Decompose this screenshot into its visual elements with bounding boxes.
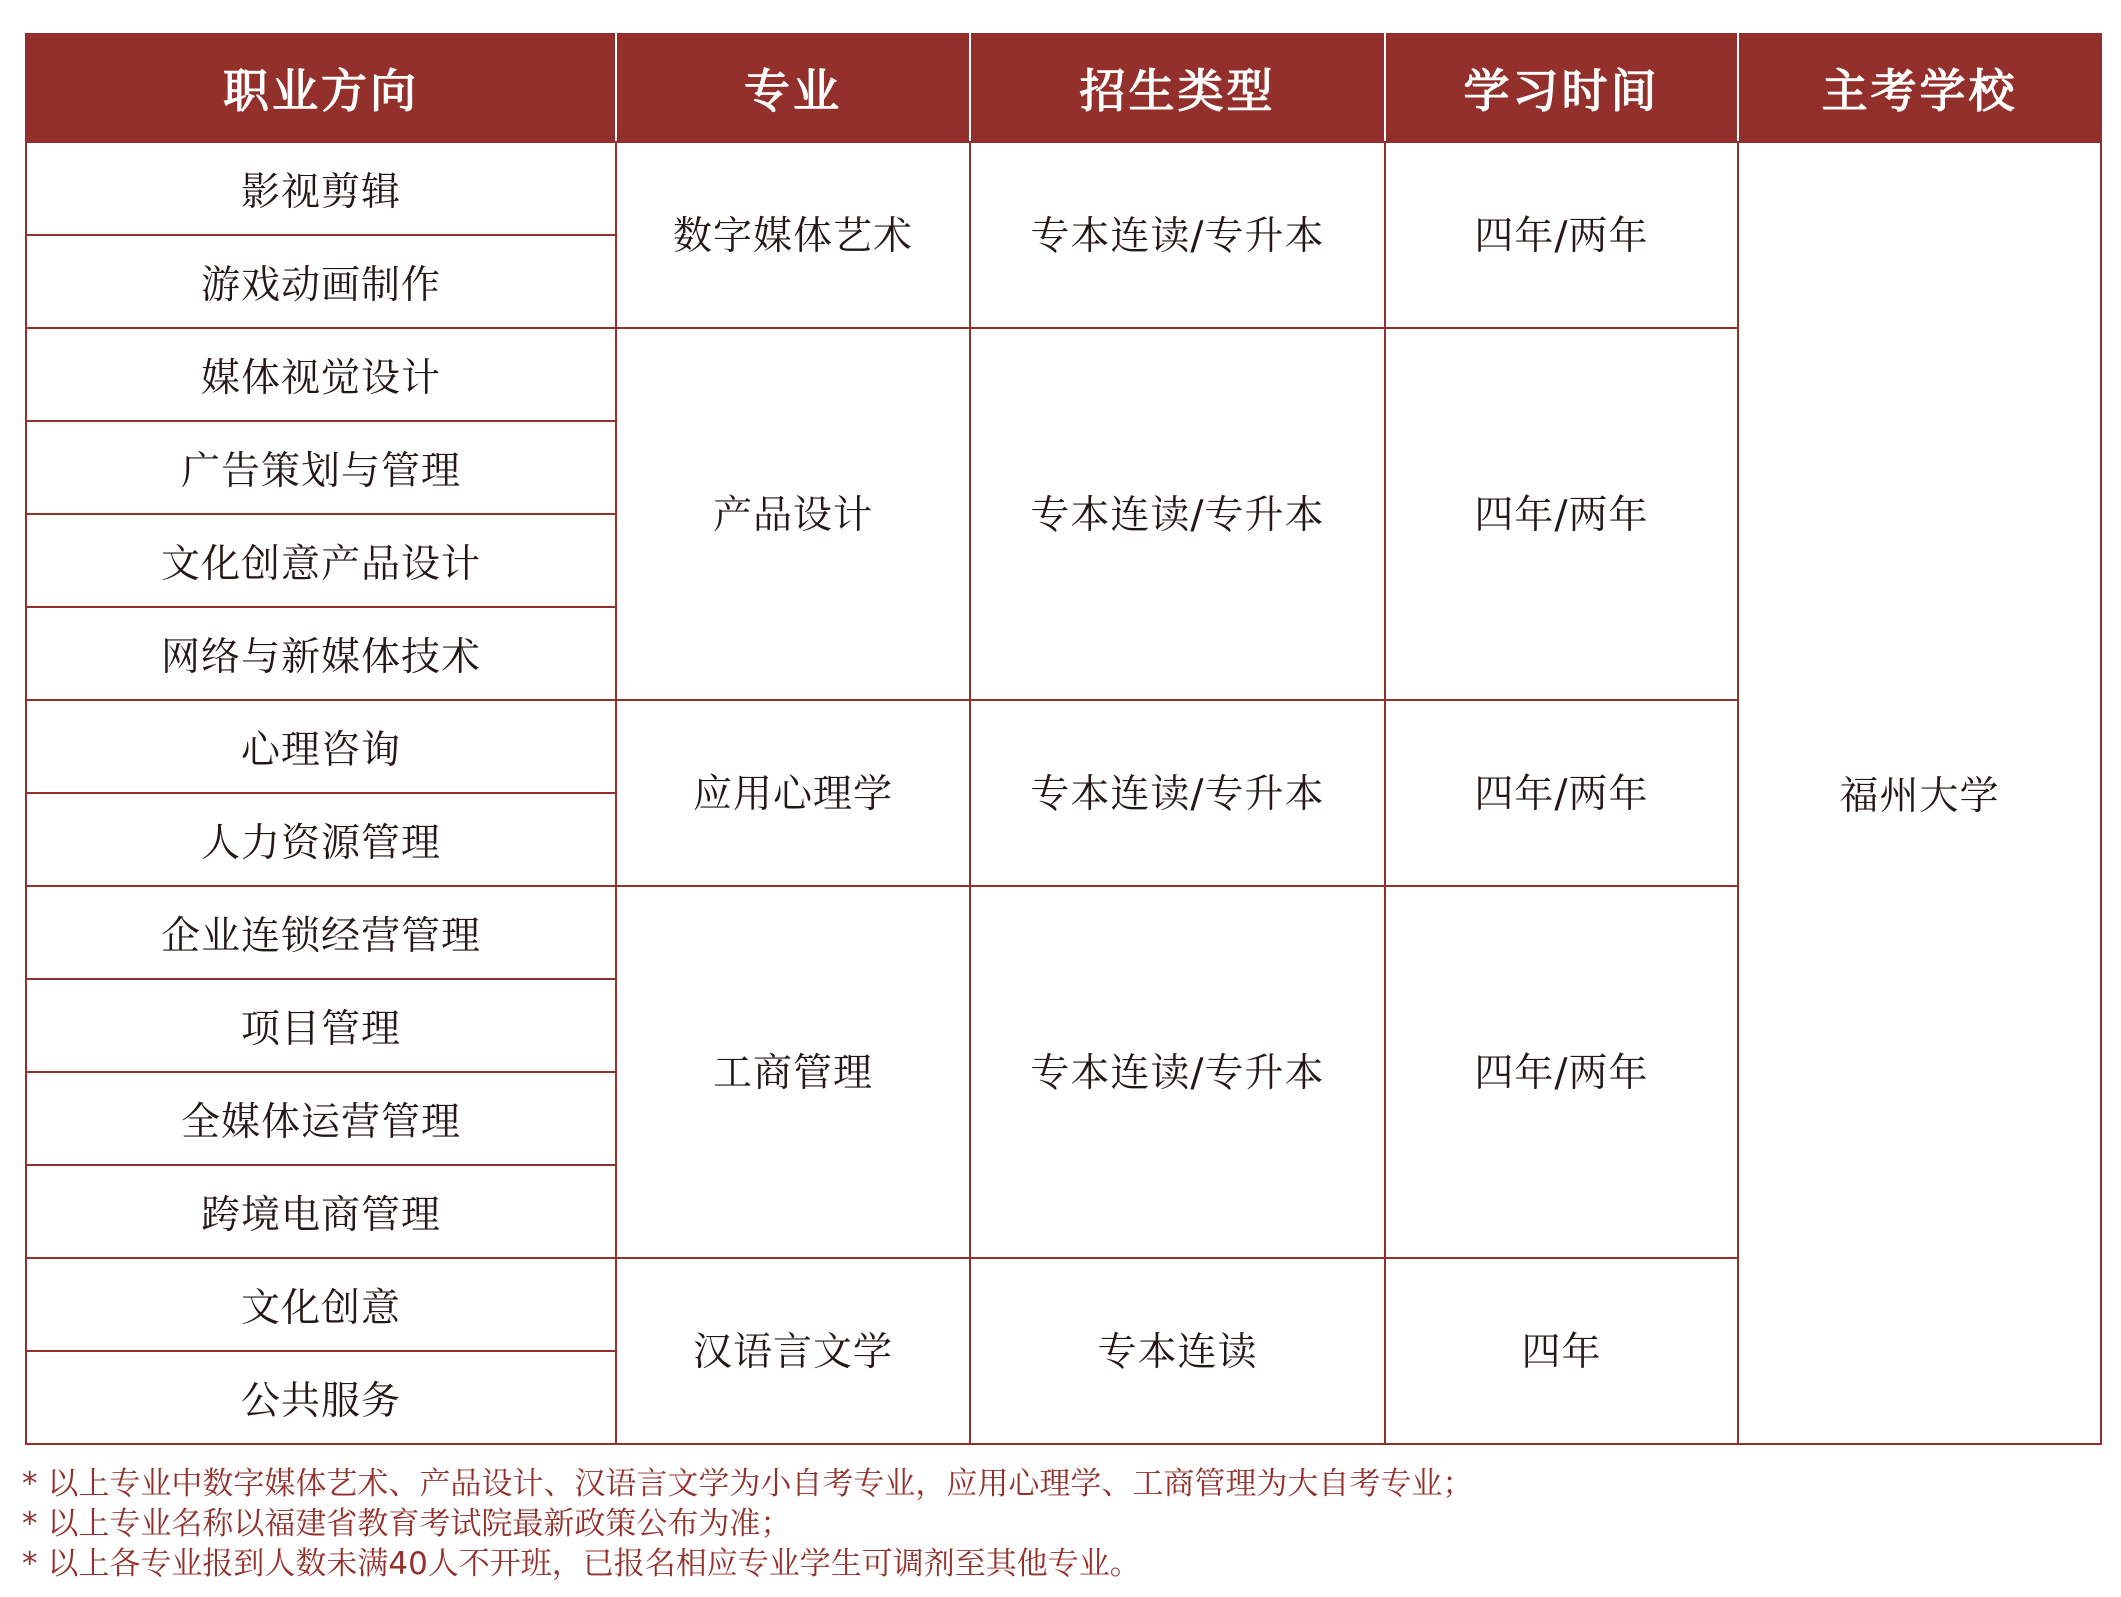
career-cell: 文化创意 [26,1258,616,1351]
header-major: 专业 [616,34,970,142]
duration-cell: 四年/两年 [1385,142,1738,328]
table-row [26,142,2101,235]
footnote: * 以上专业名称以福建省教育考试院最新政策公布为准； [22,1506,792,1542]
enrollment-type-cell: 专本连读/专升本 [970,700,1385,886]
footnote: * 以上各专业报到人数未满40人不开班，已报名相应专业学生可调剂至其他专业。 [22,1546,1141,1582]
enrollment-type-cell: 专本连读/专升本 [970,886,1385,1258]
duration-cell: 四年 [1385,1258,1738,1444]
career-cell: 公共服务 [26,1351,616,1444]
career-cell: 人力资源管理 [26,793,616,886]
career-cell: 媒体视觉设计 [26,328,616,421]
footnotes [22,1464,1473,1584]
header-career-direction: 职业方向 [26,34,616,142]
career-cell: 游戏动画制作 [26,235,616,328]
duration-cell: 四年/两年 [1385,886,1738,1258]
enrollment-type-cell: 专本连读 [970,1258,1385,1444]
header-study-duration: 学习时间 [1385,34,1738,142]
table-header-row [26,34,2101,142]
career-cell: 文化创意产品设计 [26,514,616,607]
career-cell: 广告策划与管理 [26,421,616,514]
major-cell: 工商管理 [616,886,970,1258]
duration-cell: 四年/两年 [1385,328,1738,700]
career-cell: 影视剪辑 [26,142,616,235]
exam-school-cell: 福州大学 [1738,142,2101,1444]
career-cell: 跨境电商管理 [26,1165,616,1258]
career-cell: 企业连锁经营管理 [26,886,616,979]
header-enrollment-type: 招生类型 [970,34,1385,142]
major-cell: 数字媒体艺术 [616,142,970,328]
header-exam-school: 主考学校 [1738,34,2101,142]
major-cell: 汉语言文学 [616,1258,970,1444]
enrollment-type-cell: 专本连读/专升本 [970,328,1385,700]
enrollment-type-cell: 专本连读/专升本 [970,142,1385,328]
career-cell: 全媒体运营管理 [26,1072,616,1165]
footnote: * 以上专业中数字媒体艺术、产品设计、汉语言文学为小自考专业，应用心理学、工商管理为大自考专业； [22,1466,1474,1502]
major-cell: 产品设计 [616,328,970,700]
program-table [25,33,2102,1445]
major-cell: 应用心理学 [616,700,970,886]
career-cell: 心理咨询 [26,700,616,793]
career-cell: 项目管理 [26,979,616,1072]
career-cell: 网络与新媒体技术 [26,607,616,700]
duration-cell: 四年/两年 [1385,700,1738,886]
